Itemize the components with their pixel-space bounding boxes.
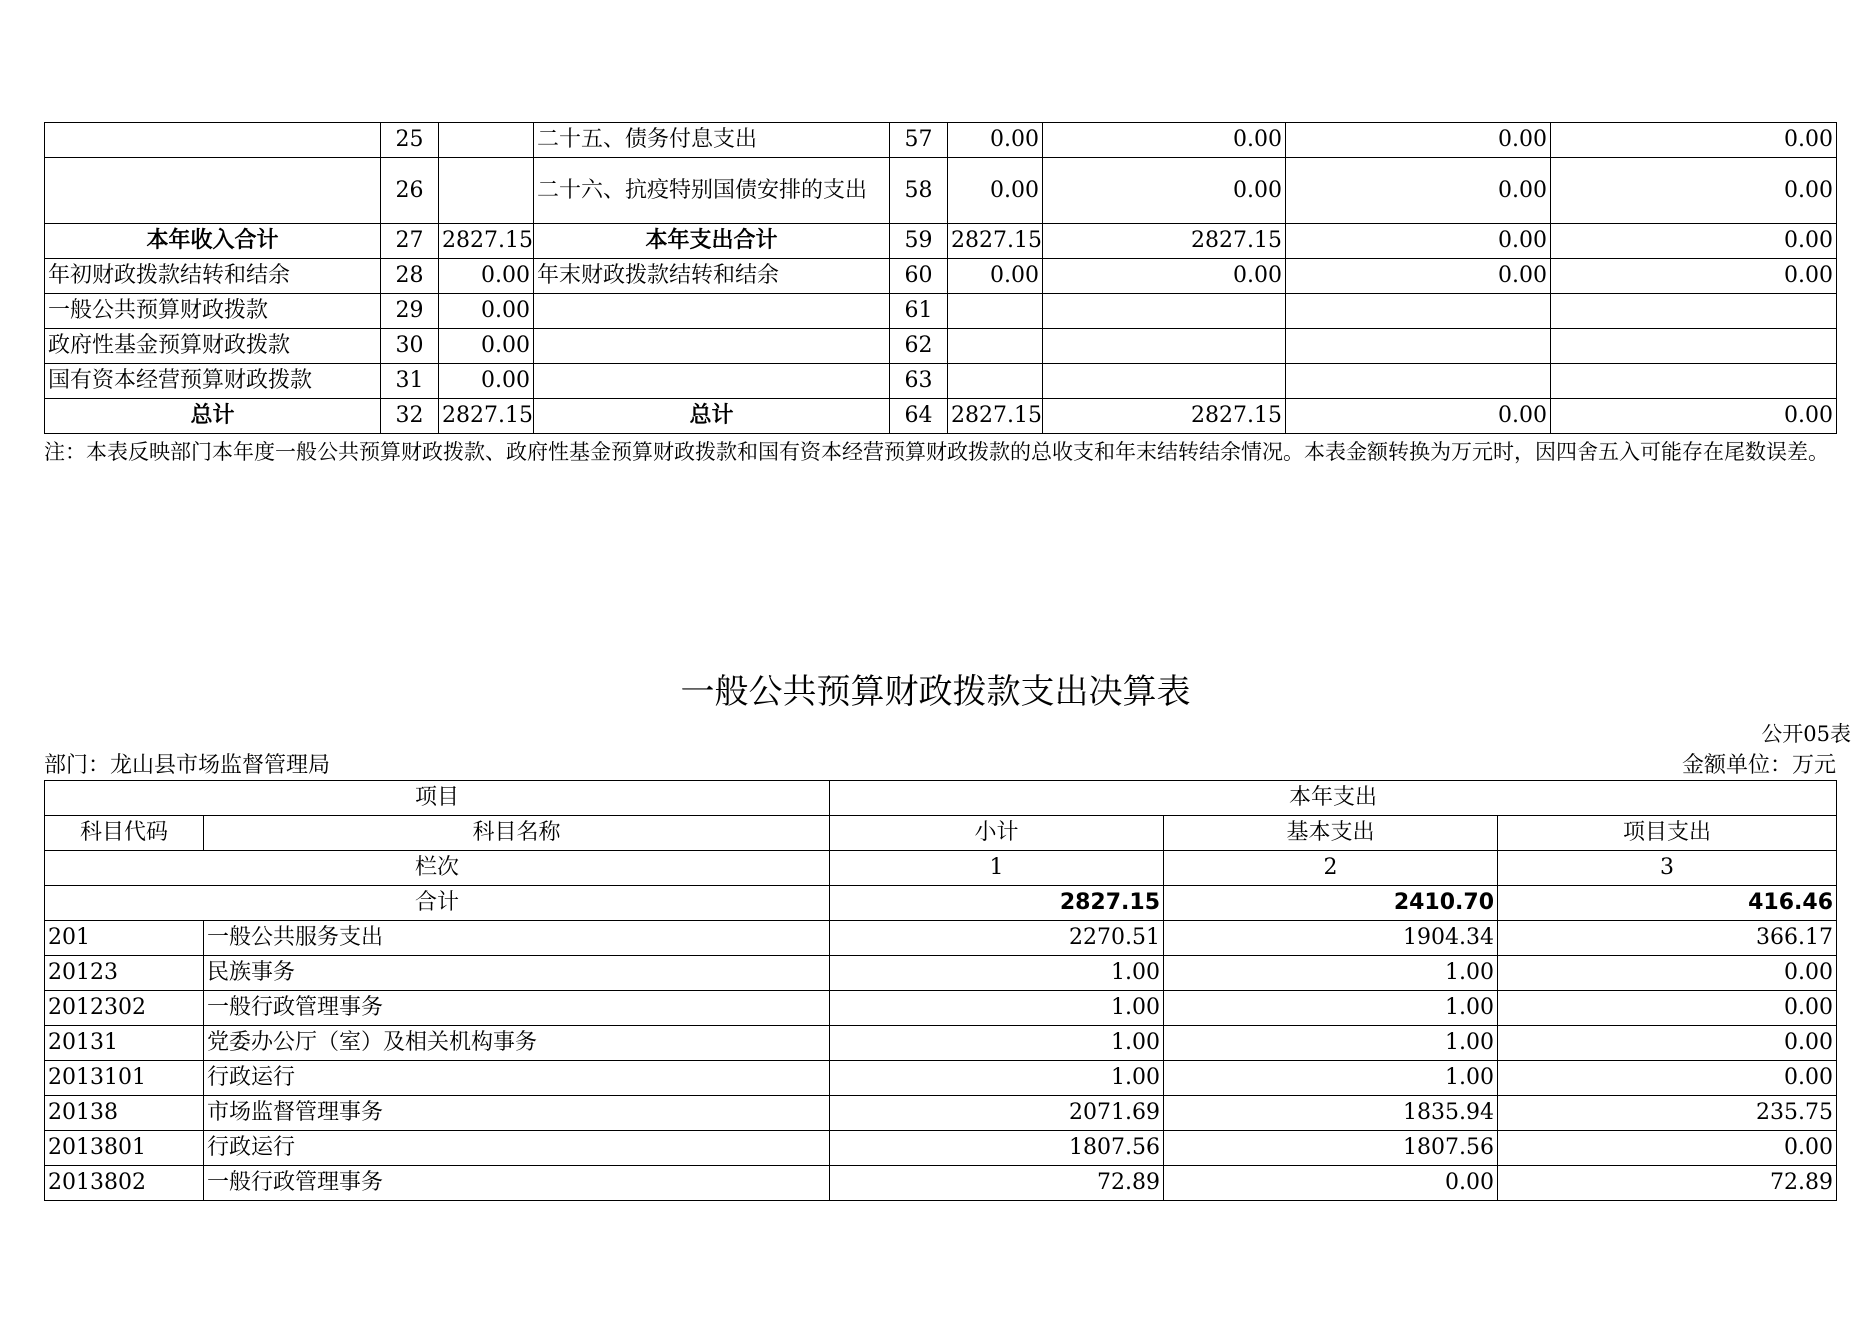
expense-capital-budget: 0.00 bbox=[1551, 399, 1837, 434]
project-value: 235.75 bbox=[1498, 1096, 1837, 1131]
expense-subtotal: 2827.15 bbox=[948, 399, 1043, 434]
expense-fund-budget: 0.00 bbox=[1286, 158, 1551, 224]
table-note: 注：本表反映部门本年度一般公共预算财政拨款、政府性基金预算财政拨款和国有资本经营预算财政拨款的总收支和年末结转结余情况。本表金额转换为万元时，因四舍五入可能存在尾数误差。 bbox=[44, 440, 1829, 464]
income-line-no: 25 bbox=[381, 123, 439, 158]
project-value: 0.00 bbox=[1498, 956, 1837, 991]
table-row bbox=[45, 956, 1837, 991]
income-amount: 2827.15 bbox=[439, 224, 534, 259]
table-row bbox=[45, 1096, 1837, 1131]
income-line-no: 27 bbox=[381, 224, 439, 259]
income-item: 年初财政拨款结转和结余 bbox=[45, 259, 381, 294]
expense-general-budget bbox=[1043, 329, 1286, 364]
table-row bbox=[45, 224, 1837, 259]
general-budget-expenditure-table bbox=[44, 780, 1837, 1201]
income-line-no: 26 bbox=[381, 158, 439, 224]
expense-line-no: 62 bbox=[890, 329, 948, 364]
subtotal-value: 1.00 bbox=[830, 1061, 1164, 1096]
subject-name: 市场监督管理事务 bbox=[204, 1096, 830, 1131]
table-row bbox=[45, 1131, 1837, 1166]
income-amount: 0.00 bbox=[439, 364, 534, 399]
table-row bbox=[45, 259, 1837, 294]
income-amount bbox=[439, 158, 534, 224]
income-item: 总计 bbox=[45, 399, 381, 434]
expense-item: 年末财政拨款结转和结余 bbox=[534, 259, 890, 294]
project-value: 72.89 bbox=[1498, 1166, 1837, 1201]
subtotal-value: 2270.51 bbox=[830, 921, 1164, 956]
basic-value: 1.00 bbox=[1164, 1061, 1498, 1096]
income-amount bbox=[439, 123, 534, 158]
subject-name: 一般公共服务支出 bbox=[204, 921, 830, 956]
expense-general-budget: 0.00 bbox=[1043, 158, 1286, 224]
expense-item: 总计 bbox=[534, 399, 890, 434]
expense-general-budget: 0.00 bbox=[1043, 123, 1286, 158]
income-line-no: 32 bbox=[381, 399, 439, 434]
total-label: 合计 bbox=[45, 886, 830, 921]
form-code: 公开05表 bbox=[1761, 722, 1851, 746]
expense-subtotal: 2827.15 bbox=[948, 224, 1043, 259]
expense-capital-budget: 0.00 bbox=[1551, 259, 1837, 294]
subject-code: 2012302 bbox=[45, 991, 204, 1026]
expense-line-no: 60 bbox=[890, 259, 948, 294]
expense-general-budget bbox=[1043, 364, 1286, 399]
basic-value: 1904.34 bbox=[1164, 921, 1498, 956]
header-name: 科目名称 bbox=[204, 816, 830, 851]
column-index-row bbox=[45, 851, 1837, 886]
expense-capital-budget: 0.00 bbox=[1551, 158, 1837, 224]
subtotal-value: 1.00 bbox=[830, 991, 1164, 1026]
income-item: 一般公共预算财政拨款 bbox=[45, 294, 381, 329]
expense-general-budget: 2827.15 bbox=[1043, 399, 1286, 434]
expense-item: 二十六、抗疫特别国债安排的支出 bbox=[534, 158, 890, 224]
project-value: 0.00 bbox=[1498, 991, 1837, 1026]
table-row bbox=[45, 294, 1837, 329]
total-row bbox=[45, 886, 1837, 921]
expense-general-budget bbox=[1043, 294, 1286, 329]
subtotal-value: 1.00 bbox=[830, 956, 1164, 991]
expense-subtotal bbox=[948, 294, 1043, 329]
column-index-1: 1 bbox=[830, 851, 1164, 886]
table-row bbox=[45, 921, 1837, 956]
basic-value: 1.00 bbox=[1164, 956, 1498, 991]
table-row bbox=[45, 1026, 1837, 1061]
expense-fund-budget bbox=[1286, 329, 1551, 364]
income-item: 政府性基金预算财政拨款 bbox=[45, 329, 381, 364]
expense-general-budget: 0.00 bbox=[1043, 259, 1286, 294]
header-basic: 基本支出 bbox=[1164, 816, 1498, 851]
header-project: 项目支出 bbox=[1498, 816, 1837, 851]
table-row bbox=[45, 158, 1837, 224]
basic-value: 0.00 bbox=[1164, 1166, 1498, 1201]
income-line-no: 30 bbox=[381, 329, 439, 364]
expense-fund-budget: 0.00 bbox=[1286, 399, 1551, 434]
expense-fund-budget: 0.00 bbox=[1286, 259, 1551, 294]
expense-subtotal: 0.00 bbox=[948, 123, 1043, 158]
header-this-year: 本年支出 bbox=[830, 781, 1837, 816]
expense-subtotal bbox=[948, 364, 1043, 399]
subject-name: 行政运行 bbox=[204, 1131, 830, 1166]
expense-item: 二十五、债务付息支出 bbox=[534, 123, 890, 158]
income-item bbox=[45, 123, 381, 158]
subject-code: 2013801 bbox=[45, 1131, 204, 1166]
basic-value: 1.00 bbox=[1164, 991, 1498, 1026]
expense-capital-budget bbox=[1551, 294, 1837, 329]
subtotal-value: 72.89 bbox=[830, 1166, 1164, 1201]
basic-value: 1807.56 bbox=[1164, 1131, 1498, 1166]
income-item: 国有资本经营预算财政拨款 bbox=[45, 364, 381, 399]
column-index-3: 3 bbox=[1498, 851, 1837, 886]
subject-code: 2013101 bbox=[45, 1061, 204, 1096]
table-row bbox=[45, 991, 1837, 1026]
income-item: 本年收入合计 bbox=[45, 224, 381, 259]
amount-unit-label: 金额单位：万元 bbox=[1681, 753, 1836, 778]
subject-name: 一般行政管理事务 bbox=[204, 1166, 830, 1201]
expense-line-no: 63 bbox=[890, 364, 948, 399]
column-index-label: 栏次 bbox=[45, 851, 830, 886]
basic-value: 1835.94 bbox=[1164, 1096, 1498, 1131]
header-row bbox=[45, 781, 1837, 816]
total-project: 416.46 bbox=[1498, 886, 1837, 921]
expense-item bbox=[534, 294, 890, 329]
income-amount: 2827.15 bbox=[439, 399, 534, 434]
page-title: 一般公共预算财政拨款支出决算表 bbox=[680, 672, 1191, 712]
table-row bbox=[45, 123, 1837, 158]
subject-name: 一般行政管理事务 bbox=[204, 991, 830, 1026]
total-basic: 2410.70 bbox=[1164, 886, 1498, 921]
subject-code: 20138 bbox=[45, 1096, 204, 1131]
expense-line-no: 57 bbox=[890, 123, 948, 158]
table-row bbox=[45, 1061, 1837, 1096]
subject-name: 党委办公厅（室）及相关机构事务 bbox=[204, 1026, 830, 1061]
subtotal-value: 2071.69 bbox=[830, 1096, 1164, 1131]
subject-code: 2013802 bbox=[45, 1166, 204, 1201]
header-subtotal: 小计 bbox=[830, 816, 1164, 851]
header-row bbox=[45, 816, 1837, 851]
income-line-no: 28 bbox=[381, 259, 439, 294]
expense-item bbox=[534, 329, 890, 364]
income-amount: 0.00 bbox=[439, 329, 534, 364]
subject-code: 20123 bbox=[45, 956, 204, 991]
income-amount: 0.00 bbox=[439, 294, 534, 329]
expense-subtotal bbox=[948, 329, 1043, 364]
table-row bbox=[45, 399, 1837, 434]
income-amount: 0.00 bbox=[439, 259, 534, 294]
expense-fund-budget bbox=[1286, 294, 1551, 329]
column-index-2: 2 bbox=[1164, 851, 1498, 886]
expense-subtotal: 0.00 bbox=[948, 158, 1043, 224]
expense-general-budget: 2827.15 bbox=[1043, 224, 1286, 259]
expense-fund-budget bbox=[1286, 364, 1551, 399]
subject-code: 20131 bbox=[45, 1026, 204, 1061]
expense-capital-budget bbox=[1551, 364, 1837, 399]
expense-fund-budget: 0.00 bbox=[1286, 224, 1551, 259]
income-line-no: 29 bbox=[381, 294, 439, 329]
subject-name: 行政运行 bbox=[204, 1061, 830, 1096]
expense-capital-budget: 0.00 bbox=[1551, 123, 1837, 158]
expense-subtotal: 0.00 bbox=[948, 259, 1043, 294]
expense-line-no: 64 bbox=[890, 399, 948, 434]
expense-line-no: 59 bbox=[890, 224, 948, 259]
table-row bbox=[45, 1166, 1837, 1201]
project-value: 366.17 bbox=[1498, 921, 1837, 956]
subtotal-value: 1.00 bbox=[830, 1026, 1164, 1061]
header-item: 项目 bbox=[45, 781, 830, 816]
basic-value: 1.00 bbox=[1164, 1026, 1498, 1061]
expense-item bbox=[534, 364, 890, 399]
subject-name: 民族事务 bbox=[204, 956, 830, 991]
expense-line-no: 61 bbox=[890, 294, 948, 329]
table-row bbox=[45, 364, 1837, 399]
project-value: 0.00 bbox=[1498, 1131, 1837, 1166]
project-value: 0.00 bbox=[1498, 1026, 1837, 1061]
total-subtotal: 2827.15 bbox=[830, 886, 1164, 921]
expense-fund-budget: 0.00 bbox=[1286, 123, 1551, 158]
subject-code: 201 bbox=[45, 921, 204, 956]
expense-line-no: 58 bbox=[890, 158, 948, 224]
table-row bbox=[45, 329, 1837, 364]
header-code: 科目代码 bbox=[45, 816, 204, 851]
department-label: 部门：龙山县市场监督管理局 bbox=[44, 753, 331, 778]
income-expense-summary-table bbox=[44, 122, 1837, 434]
expense-capital-budget: 0.00 bbox=[1551, 224, 1837, 259]
income-item bbox=[45, 158, 381, 224]
subtotal-value: 1807.56 bbox=[830, 1131, 1164, 1166]
project-value: 0.00 bbox=[1498, 1061, 1837, 1096]
expense-capital-budget bbox=[1551, 329, 1837, 364]
expense-item: 本年支出合计 bbox=[534, 224, 890, 259]
income-line-no: 31 bbox=[381, 364, 439, 399]
